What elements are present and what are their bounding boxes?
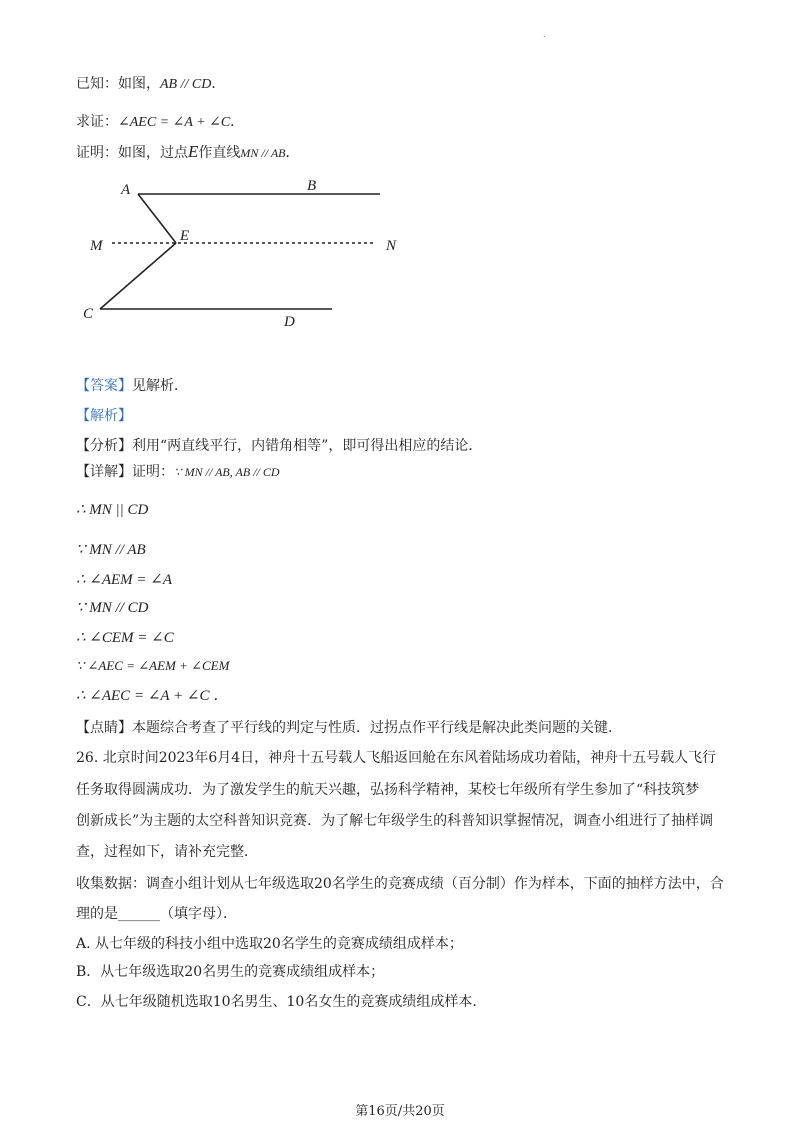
- page-footer: 第16页/共20页: [355, 1104, 445, 1119]
- q26-line: 理的是______（填字母）．: [76, 906, 237, 922]
- proof-step: ∵ MN // AB: [76, 542, 146, 558]
- answer-tag: 【答案】: [76, 378, 132, 394]
- comment-tag: 【点睛】: [76, 720, 132, 736]
- label-n: N: [386, 238, 397, 254]
- detail-tag: 【详解】: [76, 464, 132, 480]
- proof-step: ∵ ∠AEC = ∠AEM + ∠CEM: [76, 658, 230, 673]
- given-end: ．: [211, 76, 226, 92]
- option-a: A. 从七年级的科技小组中选取20名学生的竞赛成绩组成样本；: [76, 936, 463, 952]
- q26-line: 查，过程如下，请补充完整．: [76, 844, 258, 860]
- proof-intro-end: ．: [285, 145, 300, 161]
- answer-line: [76, 376, 188, 396]
- label-d: D: [284, 314, 295, 330]
- q26-line: 26. 北京时间2023年6月4日，神舟十五号载人飞船返回舱在东风着陆场成功着陆，神舟十五号载人飞行: [76, 750, 717, 766]
- label-c: C: [83, 306, 94, 322]
- analysis-line: [76, 406, 132, 426]
- detail-text: 证明：: [132, 464, 174, 480]
- prove-label: 求证：: [76, 114, 118, 130]
- detail-math: ∵ MN // AB, AB // CD: [174, 465, 280, 479]
- label-b: B: [307, 178, 317, 194]
- given-label: 已知：如图，: [76, 76, 160, 92]
- line-ae: [138, 194, 176, 243]
- label-e: E: [180, 228, 190, 244]
- label-m: M: [90, 238, 103, 254]
- analysis-tag: 【解析】: [76, 408, 132, 424]
- label-a: A: [121, 182, 131, 198]
- prove-math: ∠AEC = ∠A + ∠C: [118, 115, 231, 130]
- q26-line: 任务取得圆满成功．为了激发学生的航天兴趣，弘扬科学精神，某校七年级所有学生参加了“科技筑梦: [76, 782, 700, 798]
- proof-intro-math: MN // AB: [240, 146, 286, 160]
- prove-end: ．: [230, 114, 245, 130]
- option-c: C．从七年级随机选取10名男生、10名女生的竞赛成绩组成样本．: [76, 994, 487, 1010]
- corner-dot: .: [543, 30, 546, 39]
- fenxi-tag: 【分析】: [76, 438, 132, 454]
- proof-step: ∴ ∠AEC = ∠A + ∠C ．: [76, 688, 229, 704]
- proof-step: ∴ MN || CD: [76, 502, 149, 518]
- geometry-figure: [70, 170, 430, 340]
- proof-step: ∴ ∠CEM = ∠C: [76, 630, 174, 646]
- proof-point-e: E: [188, 142, 199, 161]
- proof-intro-text2: 作直线: [198, 145, 241, 161]
- fenxi-line: [76, 436, 482, 456]
- proof-intro-line: [76, 142, 300, 163]
- answer-text: 见解析．: [132, 378, 188, 394]
- given-math: AB // CD: [160, 77, 212, 92]
- detail-line: [76, 462, 280, 482]
- q26-line: 收集数据：调查小组计划从七年级选取20名学生的竞赛成绩（百分制）作为样本，下面的抽样方法中，合: [76, 876, 724, 892]
- fenxi-text: 利用“两直线平行，内错角相等”，即可得出相应的结论．: [132, 438, 483, 454]
- prove-line: [76, 112, 244, 133]
- proof-step: ∵ MN // CD: [76, 600, 149, 616]
- proof-intro-text: 证明：如图，过点: [76, 145, 188, 161]
- comment-text: 本题综合考查了平行线的判定与性质．过拐点作平行线是解决此类问题的关键．: [132, 720, 622, 736]
- option-b: B．从七年级选取20名男生的竞赛成绩组成样本；: [76, 964, 385, 980]
- proof-step: ∴ ∠AEM = ∠A: [76, 572, 173, 588]
- line-ec: [100, 243, 176, 309]
- given-line: [76, 74, 225, 95]
- q26-line: 创新成长”为主题的太空科普知识竞赛．为了解七年级学生的科普知识掌握情况，调查小组进行了抽样调: [76, 813, 714, 829]
- comment-line: [76, 718, 622, 738]
